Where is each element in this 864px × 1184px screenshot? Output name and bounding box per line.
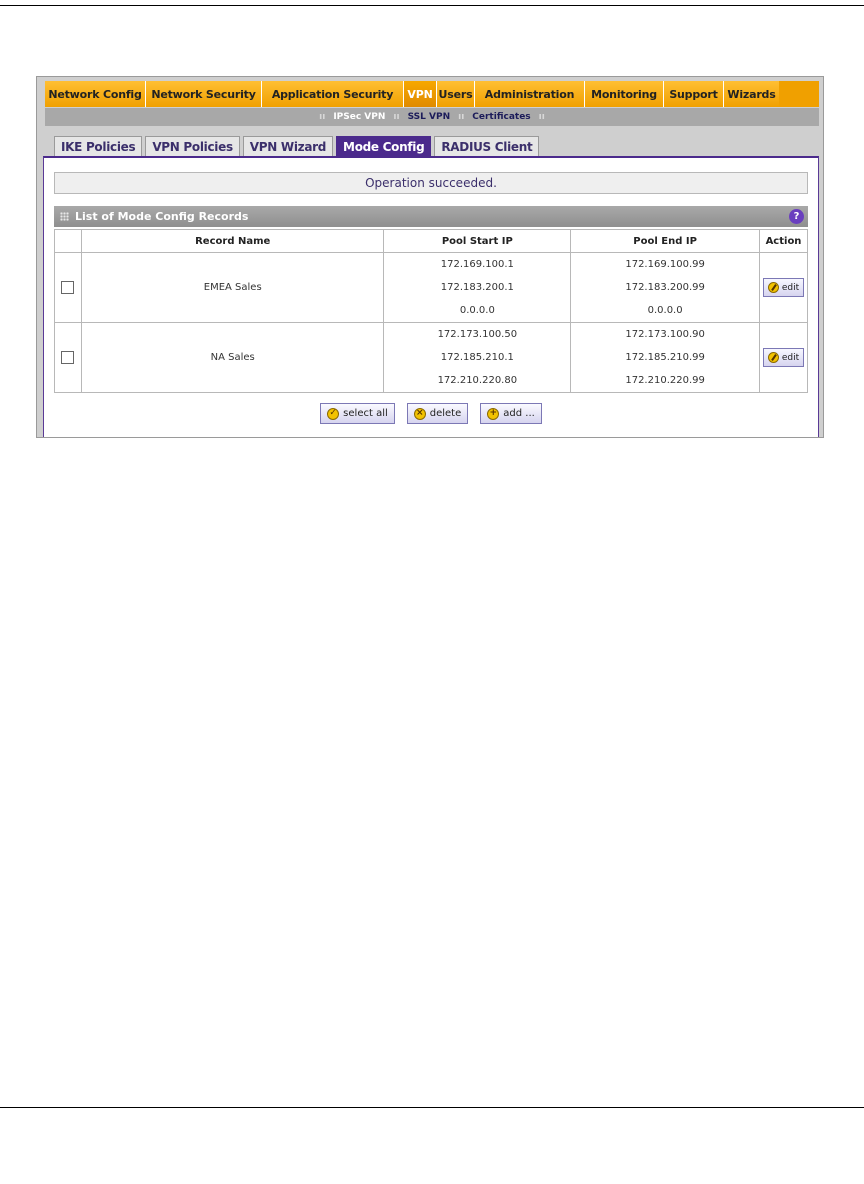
nav-vpn[interactable]: VPN (404, 81, 437, 107)
column-header-pool-end-ip: Pool End IP (571, 230, 760, 253)
pool-start-ip: 172.183.200.1 (440, 282, 514, 293)
select-all-label: select all (343, 408, 388, 419)
edit-button[interactable] (763, 348, 804, 367)
table-row (55, 253, 808, 323)
edit-button-label: edit (781, 352, 800, 363)
edit-button[interactable] (763, 278, 804, 297)
section-header (54, 206, 808, 227)
pool-end-ip: 172.185.210.99 (625, 352, 705, 363)
action-cell (760, 253, 808, 323)
subnav-ssl-vpn[interactable]: SSL VPN (407, 112, 451, 122)
tab-bar (54, 136, 539, 156)
tab-vpn-wizard[interactable]: VPN Wizard (243, 136, 333, 156)
mode-config-table (54, 229, 808, 393)
subnav-ipsec-vpn[interactable]: IPSec VPN (333, 112, 386, 122)
page-top-rule (0, 5, 864, 6)
plus-icon: + (487, 408, 499, 420)
nav-application-security[interactable]: Application Security (262, 81, 404, 107)
tab-vpn-policies[interactable]: VPN Policies (145, 136, 239, 156)
delete-label: delete (429, 408, 462, 419)
row-select-cell (55, 253, 82, 323)
subnav-certificates[interactable]: Certificates (472, 112, 531, 122)
edit-pencil-icon (768, 352, 779, 363)
delete-button[interactable] (407, 403, 469, 424)
top-navigation (45, 81, 819, 107)
add-label: add ... (503, 408, 535, 419)
nav-support[interactable]: Support (664, 81, 724, 107)
pool-end-ip: 172.169.100.99 (625, 259, 705, 270)
tab-radius-client[interactable]: RADIUS Client (434, 136, 539, 156)
edit-pencil-icon (768, 282, 779, 293)
column-header-record-name: Record Name (81, 230, 383, 253)
row-checkbox[interactable] (61, 351, 74, 364)
tab-mode-config[interactable]: Mode Config (336, 136, 431, 156)
page-bottom-rule (0, 1107, 864, 1108)
app-window (36, 76, 824, 438)
pool-end-ip: 172.183.200.99 (625, 282, 705, 293)
nav-network-config[interactable]: Network Config (45, 81, 146, 107)
pool-start-ip: 172.185.210.1 (440, 352, 514, 363)
table-row (55, 323, 808, 393)
sub-navigation: ıı IPSec VPN ıı SSL VPN ıı Certificates ıı (45, 108, 819, 126)
pool-start-ip: 172.210.220.80 (437, 375, 518, 386)
column-header-pool-start-ip: Pool Start IP (384, 230, 571, 253)
section-title: List of Mode Config Records (75, 210, 249, 223)
edit-button-label: edit (781, 282, 800, 293)
checkmark-icon: ✓ (327, 408, 339, 420)
status-message: Operation succeeded. (54, 172, 808, 194)
nav-wizards[interactable]: Wizards (724, 81, 779, 107)
checkbox-column-header (55, 230, 82, 253)
nav-monitoring[interactable]: Monitoring (585, 81, 664, 107)
pool-start-ip: 172.169.100.1 (440, 259, 514, 270)
table-header-row (55, 230, 808, 253)
grip-icon (60, 212, 69, 221)
content-panel (43, 156, 819, 438)
action-cell (760, 323, 808, 393)
row-checkbox[interactable] (61, 281, 74, 294)
delete-x-icon: × (414, 408, 426, 420)
record-name-cell: NA Sales (81, 323, 383, 393)
add-button[interactable] (480, 403, 542, 424)
pool-start-ip-cell (384, 253, 571, 323)
pool-end-ip: 172.173.100.90 (625, 329, 705, 340)
pool-end-ip: 0.0.0.0 (647, 305, 683, 316)
nav-administration[interactable]: Administration (475, 81, 585, 107)
select-all-button[interactable] (320, 403, 395, 424)
pool-start-ip: 172.173.100.50 (437, 329, 518, 340)
nav-network-security[interactable]: Network Security (146, 81, 262, 107)
pool-end-ip: 172.210.220.99 (625, 375, 705, 386)
pool-end-ip-cell (571, 253, 760, 323)
row-select-cell (55, 323, 82, 393)
pool-start-ip: 0.0.0.0 (459, 305, 495, 316)
nav-users[interactable]: Users (437, 81, 475, 107)
pool-start-ip-cell (384, 323, 571, 393)
help-icon[interactable]: ? (789, 209, 804, 224)
action-button-row (44, 403, 818, 424)
tab-ike-policies[interactable]: IKE Policies (54, 136, 142, 156)
column-header-action: Action (760, 230, 808, 253)
pool-end-ip-cell (571, 323, 760, 393)
record-name-cell: EMEA Sales (81, 253, 383, 323)
